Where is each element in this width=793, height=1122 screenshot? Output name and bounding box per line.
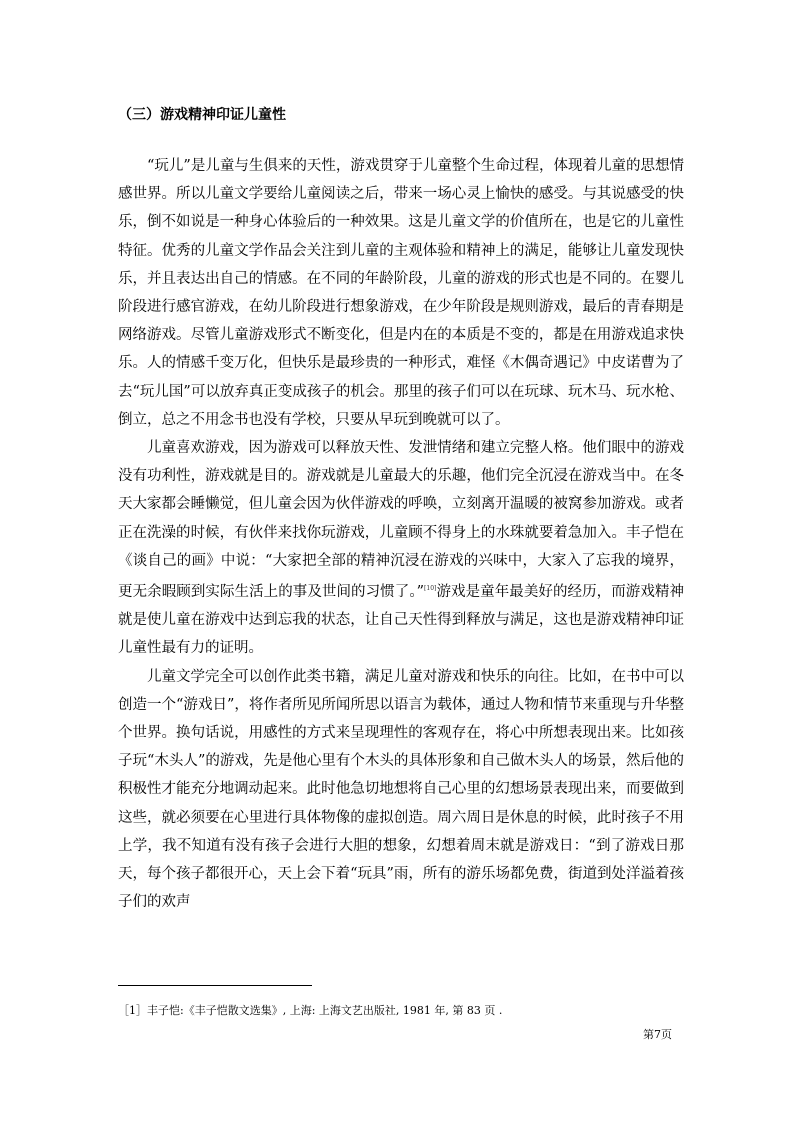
paragraph-2-text-before: 儿童喜欢游戏，因为游戏可以释放天性、发泄情绪和建立完整人格。他们眼中的游戏没有功利性，游戏就是目的。游戏就是儿童最大的乐趣，他们完全沉浸在游戏当中。在冬天大家都会睡懒觉，但儿童会因为伙伴游戏的呼唤，立刻离开温暖的被窝参加游戏。或者正在洗澡的时候，有伙伴来找你玩游戏，儿童顾不得身上的水珠就要着急加入。丰子恺在《谈自己的画》中说：“大家把全部的精神沉浸在游戏的兴味中，大家入了忘我的境界，更无余暇顾到实际生活上的事及世间的习惯了。” [118,440,684,601]
footnote-reference: [10] [424,585,437,593]
body-text [118,152,684,916]
paragraph-3: 儿童文学完全可以创作此类书籍，满足儿童对游戏和快乐的向往。比如，在书中可以创造一个“游戏日”，将作者所见所闻所思以语言为载体，通过人物和情节来重现与升华整个世界。换句话说，用感性的方式来呈现理性的客观存在，将心中所想表现出来。比如孩子玩“木头人”的游戏，先是他心里有个木头的具体形象和自己做木头人的场景，然后他的积极性才能充分地调动起来。此时他急切地想将自己心里的幻想场景表现出来，而要做到这些，就必须要在心里进行具体物像的虚拟创造。周六周日是休息的时候，此时孩子不用上学，我不知道有没有孩子会进行大胆的想象，幻想着周末就是游戏日：“到了游戏日那天，每个孩子都很开心，天上会下着“玩具”雨，所有的游乐场都免费，街道到处洋溢着孩子们的欢声 [118,668,684,911]
paragraph-1: “玩儿”是儿童与生俱来的天性，游戏贯穿于儿童整个生命过程，体现着儿童的思想情感世界。所以儿童文学要给儿童阅读之后，带来一场心灵上愉快的感受。与其说感受的快乐，倒不如说是一种身心体验后的一种效果。这是儿童文学的价值所在，也是它的儿童性特征。优秀的儿童文学作品会关注到儿童的主观体验和精神上的满足，能够让儿童发现快乐，并且表达出自己的情感。在不同的年龄阶段，儿童的游戏的形式也是不同的。在婴儿阶段进行感官游戏，在幼儿阶段进行想象游戏，在少年阶段是规则游戏，最后的青春期是网络游戏。尽管儿童游戏形式不断变化，但是内在的本质是不变的，都是在用游戏追求快乐。人的情感千变万化，但快乐是最珍贵的一种形式，难怪《木偶奇遇记》中皮诺曹为了去“玩儿国”可以放弃真正变成孩子的机会。那里的孩子们可以在玩球、玩木马、玩水枪、倒立，总之不用念书也没有学校，只要从早玩到晚就可以了。 [118,158,684,428]
paragraph-2-text-after: 游戏是童年最美好的经历，而游戏精神就是使儿童在游戏中达到忘我的状态，让自己天性得到释放与满足，这也是游戏精神印证儿童性最有力的证明。 [118,584,684,657]
footnote-separator [118,985,312,986]
paragraph-2 [118,434,684,663]
page-number: 第7页 [643,1028,672,1041]
footnote: ［1］丰子恺:《丰子恺散文选集》, 上海: 上海文艺出版社, 1981 年, 第 83 页 . [118,1004,503,1017]
section-heading: （三）游戏精神印证儿童性 [118,107,286,123]
